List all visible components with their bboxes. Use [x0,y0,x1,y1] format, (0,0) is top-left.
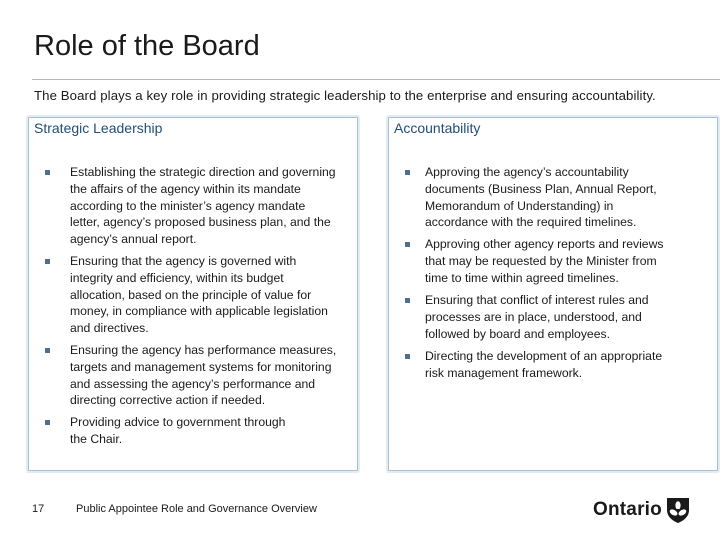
title-divider [32,79,720,80]
strategic-leadership-list [70,164,360,448]
list-item [70,342,360,414]
strategic-leadership-heading: Strategic Leadership [34,120,163,136]
list-item-line: the affairs of the agency within its mandate [70,181,301,196]
list-item [70,414,360,448]
logo-wordmark: Ontario [593,499,662,520]
page-number: 17 [32,503,45,515]
intro-text: The Board plays a key role in providing strategic leadership to the enterprise and ensuring accountability. [34,88,656,103]
bullet-icon [405,354,410,359]
slide-title: Role of the Board [34,30,260,62]
list-item-line: Ensuring that conflict of interest rules and [425,293,649,307]
list-item-line: agency’s annual report. [70,232,197,247]
list-item-line: followed by board and employees. [425,326,610,341]
list-item-line: letter, agency’s proposed business plan, and the [70,215,331,230]
list-item-line: Directing the development of an appropriate [425,349,663,363]
bullet-icon [405,170,410,175]
list-item-line: Providing advice to government through [70,415,286,429]
list-item-line: time to time within agreed timelines. [425,270,619,285]
list-item-line: money, in compliance with applicable legislation [70,304,328,319]
list-item [425,348,715,382]
list-item-line: risk management framework. [425,365,583,380]
bullet-icon [405,298,410,303]
list-item-line: allocation, based on the principle of value for [70,287,312,302]
ontario-logo [593,494,690,526]
list-item-line: Approving other agency reports and reviews [425,237,664,251]
list-item-line: targets and management systems for monitoring [70,359,332,374]
list-item [425,164,715,236]
list-item-line: Approving the agency’s accountability [425,165,629,179]
list-item [425,292,715,348]
list-item-line: Ensuring that the agency is governed with [70,254,297,268]
footer-text: Public Appointee Role and Governance Overview [76,503,317,515]
list-item [70,164,360,253]
list-item [70,253,360,342]
list-item-line: processes are in place, understood, and [425,309,642,324]
list-item-line: the Chair. [70,431,123,446]
list-item-line: integrity and efficiency, within its budget [70,270,284,285]
list-item-line: Establishing the strategic direction and governing [70,165,336,179]
bullet-icon [405,242,410,247]
list-item-line: directing corrective action if needed. [70,393,266,408]
list-item-line: Ensuring the agency has performance measures, [70,343,337,357]
bullet-icon [45,170,50,175]
bullet-icon [45,348,50,353]
bullet-icon [45,259,50,264]
list-item-line: accordance with the required timelines. [425,215,637,230]
trillium-icon [666,496,690,524]
bullet-icon [45,420,50,425]
list-item [425,236,715,292]
list-item-line: according to the minister’s agency mandate [70,198,306,213]
list-item-line: that may be requested by the Minister from [425,253,657,268]
accountability-list [425,164,715,382]
list-item-line: documents (Business Plan, Annual Report, [425,181,657,196]
list-item-line: and assessing the agency’s performance and [70,376,316,391]
accountability-heading: Accountability [394,120,481,136]
list-item-line: and directives. [70,321,149,336]
list-item-line: Memorandum of Understanding) in [425,198,614,213]
